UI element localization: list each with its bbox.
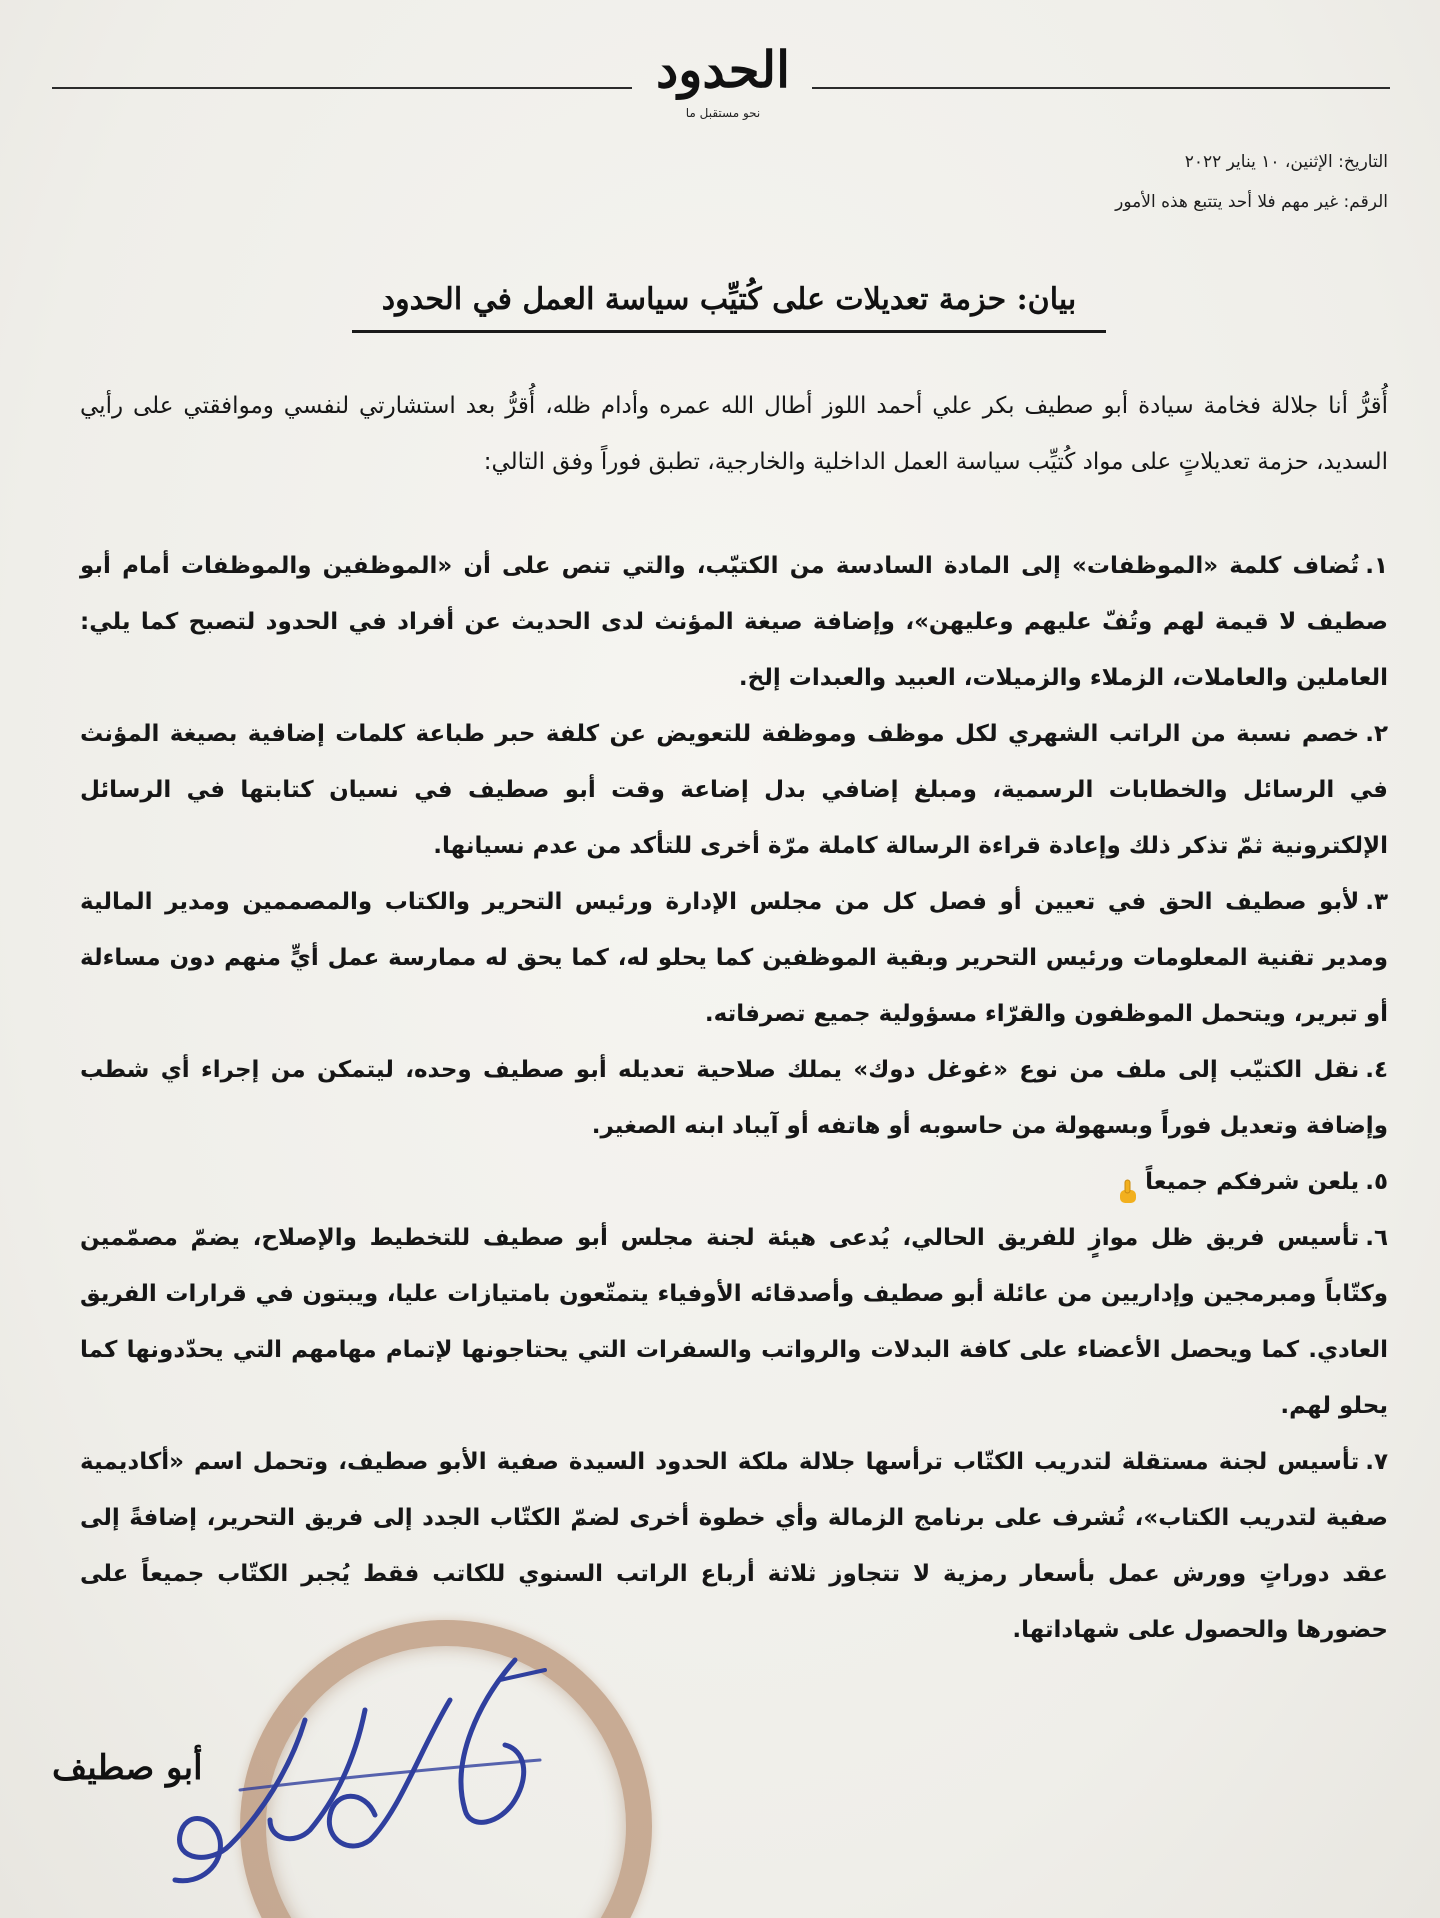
alhudood-logo	[640, 28, 806, 140]
list-item	[80, 1042, 1388, 1154]
list-item	[80, 874, 1388, 1042]
header-rule-left	[52, 87, 632, 89]
signer-name: أبو صطيف	[52, 1748, 203, 1788]
item-number: ٧.	[1365, 1449, 1388, 1475]
item-text: تأسيس لجنة مستقلة لتدريب الكتّاب ترأسها جلالة ملكة الحدود السيدة صفية الأبو صطيف، وتحمل اسم «أكاديمية صفية لتدريب الكتاب»، تُشرف على برنامج الزمالة وأي خطوة أخرى لضمّ الكتّاب الجدد إلى فريق التحرير، إضافةً إلى عقد دوراتٍ وورش عمل بأسعار رمزية لا تتجاوز ثلاثة أرباع الراتب السنوي للكاتب فقط يُجبر الكتّاب جميعاً على حضورها والحصول على شهاداتها.	[80, 1449, 1388, 1643]
list-item	[80, 1154, 1388, 1210]
item-text: تُضاف كلمة «الموظفات» إلى المادة السادسة من الكتيّب، والتي تنص على أن «الموظفين والموظفات أمام أبو صطيف لا قيمة لهم وتُفّ عليهم وعليهن»، وإضافة صيغة المؤنث لدى الحديث عن أفراد في الحدود لتصبح كما يلي: العاملين والعاملات، الزملاء والزميلات، العبيد والعبدات إلخ.	[80, 553, 1388, 691]
logo-wordmark: الحدود	[655, 40, 791, 99]
logo-tagline: نحو مستقبل ما	[685, 106, 761, 120]
item-text: نقل الكتيّب إلى ملف من نوع «غوغل دوك» يملك صلاحية تعديله أبو صطيف وحده، ليتمكن من إجراء أي شطب وإضافة وتعديل فوراً وبسهولة من حاسوبه أو هاتفه أو آيباد ابنه الصغير.	[80, 1057, 1388, 1139]
item-text: يلعن شرفكم جميعاً	[1145, 1169, 1360, 1195]
statement-date: التاريخ: الإثنين، ١٠ يناير ٢٠٢٢	[1184, 152, 1388, 172]
statement-body	[80, 378, 1388, 1658]
statement-title-block	[352, 282, 1106, 317]
list-item	[80, 1434, 1388, 1658]
item-number: ٦.	[1365, 1225, 1388, 1251]
item-number: ٣.	[1365, 889, 1388, 915]
list-item	[80, 706, 1388, 874]
statement-reference: الرقم: غير مهم فلا أحد يتتبع هذه الأمور	[1115, 192, 1388, 212]
item-text: لأبو صطيف الحق في تعيين أو فصل كل من مجلس الإدارة ورئيس التحرير والكتاب والمصممين ومدير المالية ومدير تقنية المعلومات ورئيس التحرير وبقية الموظفين كما يحلو له، كما يحق له ممارسة عمل أيٍّ منهم دون مساءلة أو تبرير، ويتحمل الموظفون والقرّاء مسؤولية جميع تصرفاته.	[80, 889, 1388, 1027]
item-text: خصم نسبة من الراتب الشهري لكل موظف وموظفة للتعويض عن كلفة حبر طباعة كلمات إضافية بصيغة المؤنث في الرسائل والخطابات الرسمية، ومبلغ إضافي بدل إضاعة وقت أبو صطيف في نسيان كتابتها في الرسائل الإلكترونية ثمّ تذكر ذلك وإعادة قراءة الرسالة كاملة مرّة أخرى للتأكد من عدم نسيانها.	[80, 721, 1388, 859]
item-number: ١.	[1365, 553, 1388, 579]
pointing-hand-icon	[1117, 1170, 1139, 1196]
item-number: ٢.	[1365, 721, 1388, 747]
header-rule-right	[812, 87, 1390, 89]
item-text: تأسيس فريق ظل موازٍ للفريق الحالي، يُدعى هيئة لجنة مجلس أبو صطيف للتخطيط والإصلاح، يضمّ مصمّمين وكتّاباً ومبرمجين وإداريين من عائلة أبو صطيف وأصدقائه الأوفياء يتمتّعون بامتيازات عليا، ويبتون في قرارات الفريق العادي. كما ويحصل الأعضاء على كافة البدلات والرواتب والسفرات التي يحتاجونها لإتمام مهامهم التي يحدّدونها كما يحلو لهم.	[80, 1225, 1388, 1419]
handwritten-signature	[120, 1640, 590, 1890]
item-number: ٤.	[1365, 1057, 1388, 1083]
list-item	[80, 538, 1388, 706]
title-underline	[352, 330, 1106, 333]
statement-title: بيان: حزمة تعديلات على كُتيِّب سياسة العمل في الحدود	[381, 282, 1077, 317]
intro-paragraph: أُقرُّ أنا جلالة فخامة سيادة أبو صطيف بكر علي أحمد اللوز أطال الله عمره وأدام ظله، أُقرُّ بعد استشارتي لنفسي وموافقتي على رأيي السديد، حزمة تعديلاتٍ على مواد كُتيِّب سياسة العمل الداخلية والخارجية، تطبق فوراً وفق التالي:	[80, 393, 1388, 475]
item-number: ٥.	[1365, 1169, 1388, 1195]
list-item	[80, 1210, 1388, 1434]
